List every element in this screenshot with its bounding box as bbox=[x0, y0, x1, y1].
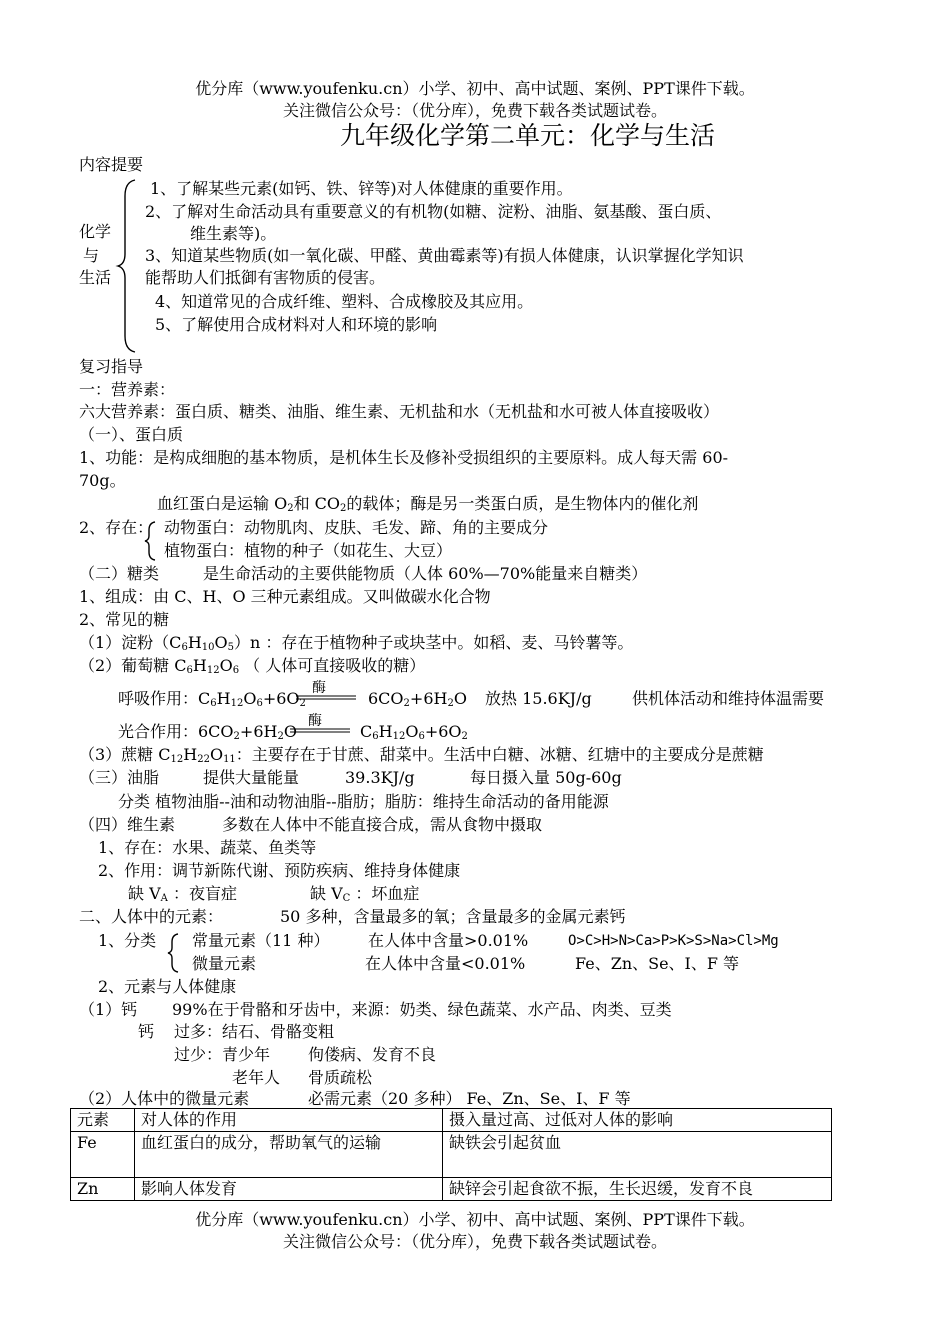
resp-heat: 放热 15.6KJ/g bbox=[485, 689, 592, 708]
summary-heading: 内容提要 bbox=[79, 155, 144, 174]
vitamin-heading: （四）维生素 bbox=[79, 815, 176, 834]
table-header-cell: 摄入量过高、过低对人体的影响 bbox=[443, 1109, 832, 1132]
calcium-lack-child: 佝偻病、发育不良 bbox=[308, 1045, 437, 1064]
macro-amount: 在人体中含量>0.01% bbox=[368, 931, 529, 950]
protein-function: 1、功能：是构成细胞的基本物质，是机体生长及修补受损组织的主要原料。成人每天需 60- bbox=[79, 448, 729, 467]
summary-item-4: 4、知道常见的合成纤维、塑料、合成橡胶及其应用。 bbox=[155, 292, 534, 311]
table-cell: 影响人体发育 bbox=[135, 1178, 443, 1201]
summary-side-3: 生活 bbox=[79, 268, 112, 287]
micro-amount: 在人体中含量<0.01% bbox=[365, 954, 526, 973]
elements-health: 2、元素与人体健康 bbox=[98, 977, 237, 996]
table-row bbox=[71, 1178, 832, 1201]
fat-intake: 每日摄入量 50g-60g bbox=[470, 768, 622, 787]
photo-arrow bbox=[290, 727, 352, 735]
summary-item-3-cont: 能帮助人们抵御有害物质的侵害。 bbox=[145, 268, 386, 287]
calcium-excess: 过多：结石、骨骼变粗 bbox=[174, 1022, 335, 1041]
starch: （1）淀粉$(C_6H_{10}O_5)n$ ：存在于植物种子或块茎中。如稻、麦、马铃薯等。 bbox=[79, 633, 634, 653]
summary-side-2: 与 bbox=[83, 246, 100, 265]
summary-item-2-cont: 维生素等)。 bbox=[190, 224, 277, 243]
table-header-cell: 元素 bbox=[71, 1109, 135, 1132]
resp-products: $6CO_2+6H_2O$ bbox=[368, 689, 467, 709]
vitamin-c-deficiency: 缺 $V_C$ ：坏血症 bbox=[310, 884, 420, 904]
calcium-elder: 老年人 bbox=[232, 1068, 281, 1087]
fat-energy: 提供大量能量 bbox=[203, 768, 300, 787]
calcium-heading: （1）钙 bbox=[79, 1000, 138, 1019]
summary-item-2: 2、了解对生命活动具有重要意义的有机物(如糖、淀粉、油脂、氨基酸、蛋白质、 bbox=[145, 202, 722, 221]
summary-brace bbox=[115, 178, 137, 354]
trace-heading: （2）人体中的微量元素 bbox=[79, 1089, 250, 1108]
six-nutrients: 六大营养素：蛋白质、糖类、油脂、维生素、无机盐和水（无机盐和水可被人体直接吸收） bbox=[79, 402, 720, 421]
table-header-cell: 对人体的作用 bbox=[135, 1109, 443, 1132]
sugar-heading: （二）糖类 bbox=[79, 564, 160, 583]
elements-classify: 1、分类 bbox=[98, 931, 157, 950]
plant-protein: 植物蛋白：植物的种子（如花生、大豆） bbox=[164, 541, 453, 560]
elements-heading: 二、人体中的元素： bbox=[79, 907, 224, 926]
table-row bbox=[71, 1132, 832, 1178]
respiration: 呼吸作用：$C_6H_{12}O_6+6O_2$ bbox=[118, 689, 306, 709]
protein-exist: 2、存在： bbox=[79, 518, 154, 537]
table-cell: 缺锌会引起食欲不振，生长迟缓，发育不良 bbox=[443, 1178, 832, 1201]
sugar-composition: 1、组成：由 C、H、O 三种元素组成。又叫做碳水化合物 bbox=[79, 587, 491, 606]
fat-heading: （三）油脂 bbox=[79, 768, 160, 787]
table-header-row bbox=[71, 1109, 832, 1132]
footer-line-2: 关注微信公众号：（优分库），免费下载各类试题试卷。 bbox=[282, 1232, 667, 1251]
vitamin-a-deficiency: 缺 $V_A$ ：夜盲症 bbox=[128, 884, 237, 904]
vitamin-function: 2、作用：调节新陈代谢、预防疾病、维持身体健康 bbox=[98, 861, 461, 880]
photo-enzyme: 酶 bbox=[308, 713, 322, 729]
summary-item-3: 3、知道某些物质(如一氧化碳、甲醛、黄曲霉素等)有损人体健康，认识掌握化学知识 bbox=[145, 246, 744, 265]
animal-protein: 动物蛋白：动物肌肉、皮肤、毛发、蹄、角的主要成分 bbox=[164, 518, 549, 537]
photo-products: $C_6H_{12}O_6+6O_2$ bbox=[360, 722, 468, 742]
micro-elements: 微量元素 bbox=[192, 954, 257, 973]
resp-enzyme: 酶 bbox=[312, 680, 326, 696]
vitamin-exist: 1、存在：水果、蔬菜、鱼类等 bbox=[98, 838, 317, 857]
calcium-label: 钙 bbox=[138, 1022, 155, 1041]
summary-item-5: 5、了解使用合成材料对人和环境的影响 bbox=[155, 315, 438, 334]
table-cell: Zn bbox=[71, 1178, 135, 1201]
micro-list: Fe、Zn、Se、I、F 等 bbox=[575, 954, 740, 973]
sucrose: （3）蔗糖 $C_{12}H_{22}O_{11}$：主要存在于甘蔗、甜菜中。生活中白糖、冰糖、红塘中的主要成分是蔗糖 bbox=[79, 745, 764, 765]
protein-function-cont: 70g。 bbox=[79, 471, 126, 490]
common-sugars: 2、常见的糖 bbox=[79, 610, 170, 629]
elements-desc: 50 多种，含量最多的氧；含量最多的金属元素钙 bbox=[280, 907, 626, 926]
elements-brace bbox=[166, 932, 180, 974]
summary-item-1: 1、了解某些元素(如钙、铁、锌等)对人体健康的重要作用。 bbox=[150, 179, 573, 198]
calcium-elder-effect: 骨质疏松 bbox=[308, 1068, 373, 1087]
sugar-desc: 是生命活动的主要供能物质（人体 60%—70%能量来自糖类） bbox=[203, 564, 648, 583]
resp-arrow bbox=[296, 694, 358, 702]
guide-heading: 复习指导 bbox=[79, 357, 144, 376]
footer-line-1: 优分库（www.youfenku.cn）小学、初中、高中试题、案例、PPT课件下载。 bbox=[195, 1210, 755, 1229]
protein-brace bbox=[143, 520, 157, 562]
calcium-lack: 过少：青少年 bbox=[174, 1045, 271, 1064]
photosynthesis: 光合作用：$6CO_2+6H_2O$ bbox=[118, 722, 297, 742]
summary-side-1: 化学 bbox=[79, 222, 112, 241]
resp-use: 供机体活动和维持体温需要 bbox=[632, 689, 825, 708]
header-line-1: 优分库（www.youfenku.cn）小学、初中、高中试题、案例、PPT课件下载。 bbox=[195, 79, 755, 98]
calcium-desc: 99%在于骨骼和牙齿中，来源：奶类、绿色蔬菜、水产品、肉类、豆类 bbox=[172, 1000, 672, 1019]
page-title: 九年级化学第二单元：化学与生活 bbox=[340, 121, 716, 150]
macro-list: O>C>H>N>Ca>P>K>S>Na>Cl>Mg bbox=[568, 933, 779, 949]
element-table bbox=[70, 1108, 832, 1201]
table-cell: 缺铁会引起贫血 bbox=[443, 1132, 832, 1178]
protein-heading: （一）、蛋白质 bbox=[79, 425, 184, 444]
trace-need: 必需元素（20 多种） Fe、Zn、Se、I、F 等 bbox=[308, 1089, 631, 1108]
table-cell: Fe bbox=[71, 1132, 135, 1178]
fat-classify: 分类 植物油脂--油和动物油脂--脂肪；脂肪：维持生命活动的备用能源 bbox=[118, 792, 609, 811]
vitamin-desc: 多数在人体中不能直接合成，需从食物中摄取 bbox=[222, 815, 543, 834]
macro-elements: 常量元素（11 种） bbox=[192, 931, 330, 950]
header-line-2: 关注微信公众号：（优分库），免费下载各类试题试卷。 bbox=[282, 101, 667, 120]
section-nutrients: 一：营养素： bbox=[79, 380, 176, 399]
hemoglobin-line: 血红蛋白是运输 $O_2$和 $CO_2$的载体；酶是另一类蛋白质，是生物体内的催化剂 bbox=[157, 494, 699, 514]
fat-kj: 39.3KJ/g bbox=[345, 768, 415, 787]
glucose: （2）葡萄糖 $C_6H_{12}O_6$ （ 人体可直接吸收的糖） bbox=[79, 656, 426, 676]
table-cell: 血红蛋白的成分，帮助氧气的运输 bbox=[135, 1132, 443, 1178]
